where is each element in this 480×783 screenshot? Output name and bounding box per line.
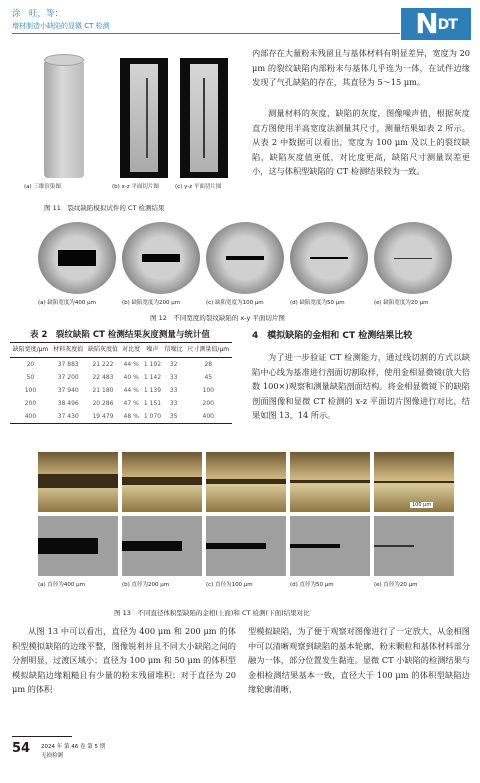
table-cell: 20 xyxy=(26,361,35,368)
specimen-3d-render-top xyxy=(44,54,84,66)
fig11-caption: 图 11 裂纹缺陷模拟试件的 CT 检测结果 xyxy=(44,204,165,212)
table-cell: 200 xyxy=(24,400,37,407)
table-cell: 400 xyxy=(185,410,232,424)
table-cell: 50 xyxy=(26,374,35,381)
fig13-sub: (e) 直径为20 μm xyxy=(374,582,418,588)
table-cell: 1 139 xyxy=(143,387,162,394)
table-row xyxy=(10,410,232,424)
table-cell: 37 883 xyxy=(57,361,79,368)
table-cell: 200 xyxy=(202,400,214,407)
table-cell: 44 % xyxy=(123,387,139,394)
section-heading: 4 模拟缺陷的金相和 CT 检测结果比较 xyxy=(252,331,413,341)
table-cell: 47 % xyxy=(123,400,139,407)
table-cell: 19 479 xyxy=(86,410,121,424)
ct-slice-disc xyxy=(38,222,116,294)
page-number: 54 xyxy=(12,741,31,756)
table-cell: 1 070 xyxy=(142,410,163,424)
footer-rule xyxy=(12,736,72,737)
table-cell: 48 % xyxy=(120,410,142,424)
table-cell: 21 180 xyxy=(92,387,114,394)
column-header: 信噪比 xyxy=(163,343,185,358)
data-table xyxy=(10,342,232,424)
metallograph-image xyxy=(122,452,202,512)
scale-bar: 100 μm xyxy=(412,502,432,508)
metallograph-image xyxy=(290,452,370,512)
fig12-sub: (c) 缺陷宽度为100 μm xyxy=(206,300,264,306)
ct-image xyxy=(122,516,202,576)
table-cell: 33 xyxy=(169,387,178,394)
yz-slice-image xyxy=(180,58,228,178)
column-header: 对比度 xyxy=(120,343,142,358)
ct-image xyxy=(38,516,118,576)
figure-12 xyxy=(38,220,452,312)
table-cell: 21 222 xyxy=(92,361,114,368)
table-row xyxy=(10,371,232,384)
header-rule xyxy=(12,33,400,34)
table-cell: 37 200 xyxy=(57,374,79,381)
table-title: 表 2 裂纹缺陷 CT 检测结果灰度测量与统计值 xyxy=(30,330,210,340)
fig13-sub: (b) 直径为200 μm xyxy=(122,582,170,588)
column-header: 缺陷灰度值 xyxy=(86,343,121,358)
header-running-title: 增材制造小缺陷的显微 CT 检测 xyxy=(12,22,110,30)
paragraph: 内部存在大量粉末残留且与基体材料有明显差异，宽度为 20 μm 的裂纹缺陷内部粉末与基体几乎连为一体，在试件边缘发现了气孔缺陷的存在，其直径为 5～15 μm。 xyxy=(252,48,470,87)
fig13-caption: 图 13 不同直径体积型缺陷的金相(上面)和 CT 检测(下面)结果对比 xyxy=(114,609,310,617)
table-cell: 40 % xyxy=(123,374,139,381)
table-cell: 28 xyxy=(204,361,213,368)
table-row xyxy=(10,397,232,410)
footer-info xyxy=(41,743,105,761)
ct-slice-disc xyxy=(374,222,452,294)
table-cell: 45 xyxy=(204,374,213,381)
fig12-sub: (a) 缺陷宽度为400 μm xyxy=(38,300,97,306)
figure-11 xyxy=(20,50,242,190)
table-cell: 1 142 xyxy=(143,374,162,381)
paragraph: 为了进一步验证 CT 检测能力，通过线切割的方式以缺陷中心线为基准进行剖面切割取样，使用金相显微镜(放大倍数 100×)观察和测量缺陷剖面结构。将金相显微镜下的缺陷剖面图像和显微 CT 检测的 x-z 平面切片图像进行对比，结果如图 13，14 所示。 xyxy=(252,352,470,420)
fig11-sub-b: (b) x-z 平面切片图 xyxy=(112,184,159,190)
xz-slice-image xyxy=(120,58,168,178)
fig13-sub: (a) 直径为400 μm xyxy=(38,582,86,588)
column-header: 尺寸测量值/μm xyxy=(185,343,232,358)
metallograph-image xyxy=(38,452,118,512)
fig12-sub: (b) 缺陷宽度为200 μm xyxy=(122,300,181,306)
table-cell: 33 xyxy=(169,374,178,381)
table-cell: 38 496 xyxy=(57,400,79,407)
table-cell: 32 xyxy=(169,361,178,368)
header-authors: 涂 旺，等： xyxy=(12,9,64,19)
fig13-sub: (c) 直径为100 μm xyxy=(206,582,253,588)
table-row xyxy=(10,358,232,372)
figure-13 xyxy=(38,452,454,600)
ct-slice-disc xyxy=(290,222,368,294)
ct-image xyxy=(374,516,454,576)
table-cell: 100 xyxy=(202,387,214,394)
table-cell: 22 483 xyxy=(92,374,114,381)
fig11-sub-c: (c) y-z 平面切片图 xyxy=(175,184,222,190)
table-header-row xyxy=(10,343,232,358)
ct-image xyxy=(290,516,370,576)
ct-slice-disc xyxy=(122,222,200,294)
column-header: 缺陷宽度/μm xyxy=(10,343,51,358)
table-cell: 37 940 xyxy=(57,387,79,394)
paragraph: 从图 13 中可以看出，直径为 400 μm 和 200 μm 的体积型模拟缺陷的边缘平整，图像锐利并且不同大小缺陷之间的分割明显，过渡区域小；直径为 100 μm 和 50 μm 的体积型模拟缺陷边缘粗糙且有少量的粉末残留堆积；对于直径为 20 μm 的体积 xyxy=(12,626,236,694)
fig13-sub: (d) 直径为50 μm xyxy=(290,582,334,588)
table-cell: 33 xyxy=(169,400,178,407)
paragraph: 型模拟缺陷，为了便于观察对图像进行了一定放大，从金相图中可以清晰观察到缺陷的基本轮廓，粉末颗粒和基体材料部分融为一体，部分位置发生黏连。显微 CT 小缺陷的检测结果与金相检测结果基本一致，直径大于 100 μm 的体积型缺陷边缘轮廓清晰， xyxy=(248,626,470,694)
table-cell: 400 xyxy=(10,410,51,424)
fig11-sub-a: (a) 三维渲染图 xyxy=(24,184,61,190)
ct-image xyxy=(206,516,286,576)
column-header: 噪声 xyxy=(142,343,163,358)
metallograph-image xyxy=(206,452,286,512)
table-cell: 20 286 xyxy=(92,400,114,407)
table-row xyxy=(10,384,232,397)
table-cell: 1 192 xyxy=(143,361,162,368)
table-cell: 1 151 xyxy=(143,400,162,407)
journal-name: 无损检测 xyxy=(41,753,64,759)
issue-info: 2024 年 第 46 卷 第 5 期 xyxy=(41,744,106,750)
specimen-3d-render xyxy=(44,60,84,178)
fig12-sub: (d) 缺陷宽度为50 μm xyxy=(290,300,345,306)
fig12-sub: (e) 缺陷宽度为20 μm xyxy=(374,300,429,306)
ct-slice-disc xyxy=(206,222,284,294)
table-cell: 100 xyxy=(24,387,37,394)
table-cell: 35 xyxy=(163,410,185,424)
journal-logo: NDT xyxy=(401,8,471,40)
paragraph: 测量材料的灰度，缺陷的灰度，图像噪声值，根据灰度直方图使用半高宽度法测量其尺寸，测量结果如表 2 所示。从表 2 中数据可以看出，宽度为 100 μm 及以上的裂纹缺陷，缺陷灰度值更低，对比度更高，缺陷尺寸测量误差更小，这与体积型缺陷的 CT 检测结果较为一致。 xyxy=(252,108,470,176)
column-header: 材料灰度值 xyxy=(51,343,86,358)
running-header xyxy=(0,0,480,38)
table-cell: 37 430 xyxy=(51,410,86,424)
table-cell: 44 % xyxy=(123,361,139,368)
fig12-caption: 图 12 不同宽度的裂纹缺陷的 x-y 平面切片图 xyxy=(150,314,285,322)
